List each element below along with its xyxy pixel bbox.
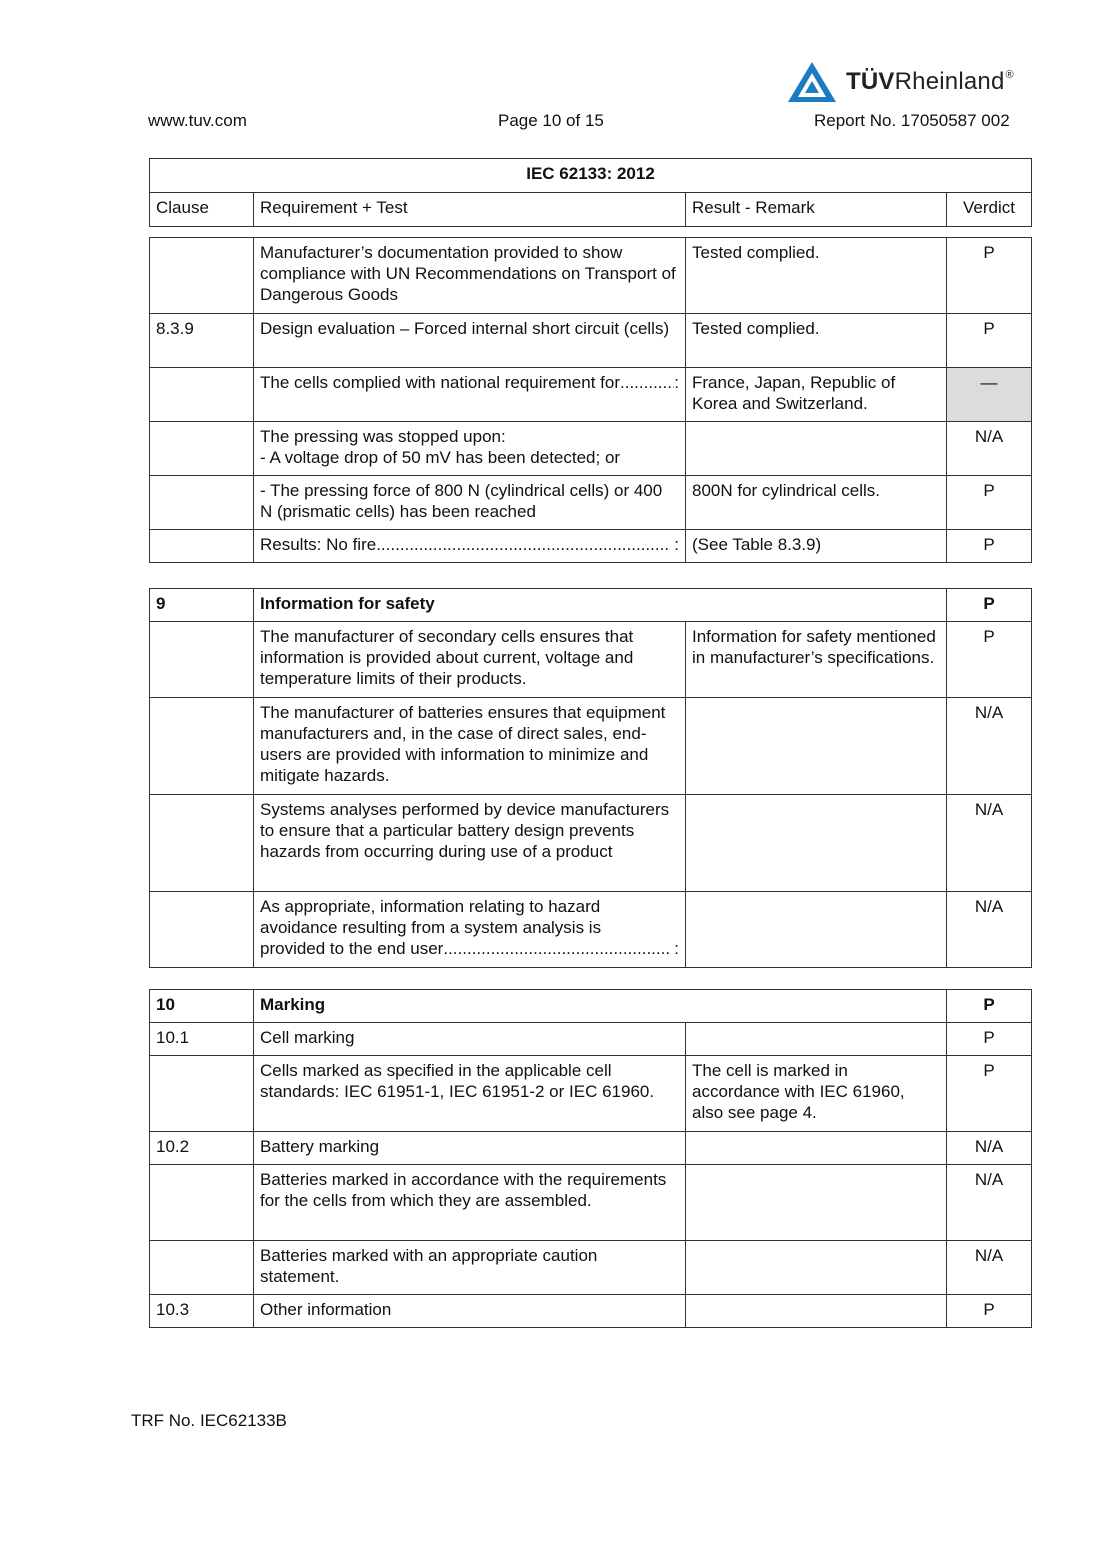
clause-cell — [150, 1056, 254, 1132]
requirement-cell — [254, 530, 686, 563]
verdict-cell: N/A — [947, 1165, 1032, 1241]
table-row — [150, 1023, 1032, 1056]
requirement-cell: Systems analyses performed by device manufacturers to ensure that a particular battery design prevents hazards from occurring during use of a product — [254, 795, 686, 892]
section-title: Marking — [254, 990, 947, 1023]
section-heading-row — [150, 589, 1032, 622]
clause-cell: 10.1 — [150, 1023, 254, 1056]
verdict-cell: P — [947, 622, 1032, 698]
requirement-text: provided to the end user — [260, 939, 444, 958]
clause-cell — [150, 476, 254, 530]
requirement-text: The cells complied with national requirement for — [260, 373, 621, 392]
clause-cell — [150, 1165, 254, 1241]
clause-cell — [150, 368, 254, 422]
clause-cell — [150, 622, 254, 698]
result-cell: (See Table 8.3.9) — [686, 530, 947, 563]
verdict-cell: — — [947, 368, 1032, 422]
requirement-cell: Other information — [254, 1295, 686, 1328]
section-heading-row — [150, 990, 1032, 1023]
section-clause: 10 — [150, 990, 254, 1023]
result-cell: Tested complied. — [686, 238, 947, 314]
requirement-text: Results: No fire — [260, 535, 377, 554]
requirement-line: The pressing was stopped upon: — [260, 427, 506, 446]
clause-cell: 10.2 — [150, 1132, 254, 1165]
requirement-line: - A voltage drop of 50 mV has been detected; or — [260, 448, 621, 467]
requirement-cell: The manufacturer of secondary cells ensures that information is provided about current, voltage and temperature limits of their products. — [254, 622, 686, 698]
dot-leader — [443, 938, 669, 959]
clause-cell — [150, 698, 254, 795]
verdict-cell: N/A — [947, 422, 1032, 476]
result-cell: Tested complied. — [686, 314, 947, 368]
result-cell — [686, 1165, 947, 1241]
clause-cell — [150, 238, 254, 314]
requirement-cell: Cells marked as specified in the applicable cell standards: IEC 61951-1, IEC 61951-2 or IEC 61960. — [254, 1056, 686, 1132]
table-row — [150, 1165, 1032, 1241]
result-cell — [686, 1023, 947, 1056]
verdict-cell: P — [947, 530, 1032, 563]
requirement-line: As appropriate, information relating to hazard avoidance resulting from a system analysis is — [260, 897, 602, 937]
verdict-cell: N/A — [947, 1241, 1032, 1295]
verdict-cell: N/A — [947, 892, 1032, 968]
requirement-cell: - The pressing force of 800 N (cylindrical cells) or 400 N (prismatic cells) has been reached — [254, 476, 686, 530]
clause-cell: 10.3 — [150, 1295, 254, 1328]
result-cell — [686, 892, 947, 968]
table-row — [150, 238, 1032, 314]
requirement-cell: Manufacturer’s documentation provided to show compliance with UN Recommendations on Transport of Dangerous Goods — [254, 238, 686, 314]
requirement-cell — [254, 422, 686, 476]
section-9-table — [149, 588, 1032, 968]
dot-leader-colon: : — [669, 939, 679, 958]
section-title: Information for safety — [254, 589, 947, 622]
verdict-cell: N/A — [947, 795, 1032, 892]
trf-number: TRF No. IEC62133B — [131, 1411, 287, 1430]
verdict-cell: P — [947, 314, 1032, 368]
requirement-cell: Batteries marked in accordance with the requirements for the cells from which they are assembled. — [254, 1165, 686, 1241]
verdict-cell: P — [947, 1295, 1032, 1328]
table-row — [150, 1056, 1032, 1132]
requirement-cell: The manufacturer of batteries ensures that equipment manufacturers and, in the case of direct sales, end-users are provided with information to minimize and mitigate hazards. — [254, 698, 686, 795]
tuv-triangle-icon — [786, 60, 838, 104]
table-row — [150, 698, 1032, 795]
result-cell: France, Japan, Republic of Korea and Switzerland. — [686, 368, 947, 422]
standard-header-table — [149, 158, 1032, 227]
verdict-cell: N/A — [947, 1132, 1032, 1165]
table-row — [150, 1132, 1032, 1165]
verdict-cell: P — [947, 1056, 1032, 1132]
requirement-cell: Batteries marked with an appropriate caution statement. — [254, 1241, 686, 1295]
verdict-cell: N/A — [947, 698, 1032, 795]
dot-leader — [620, 372, 674, 393]
result-cell — [686, 1132, 947, 1165]
requirement-cell: Battery marking — [254, 1132, 686, 1165]
section-verdict: P — [947, 990, 1032, 1023]
table-row — [150, 1241, 1032, 1295]
clause-cell — [150, 892, 254, 968]
table-row — [150, 1295, 1032, 1328]
requirement-cell — [254, 892, 686, 968]
col-header-result: Result - Remark — [686, 193, 947, 227]
dot-leader-colon: : — [674, 373, 679, 392]
col-header-clause: Clause — [150, 193, 254, 227]
result-cell: Information for safety mentioned in manufacturer’s specifications. — [686, 622, 947, 698]
table-row — [150, 892, 1032, 968]
clause-cell — [150, 795, 254, 892]
col-header-requirement: Requirement + Test — [254, 193, 686, 227]
result-cell: The cell is marked in accordance with IEC 61960, also see page 4. — [686, 1056, 947, 1132]
website-link[interactable]: www.tuv.com — [148, 111, 247, 130]
table-row — [150, 476, 1032, 530]
requirement-cell: Cell marking — [254, 1023, 686, 1056]
logo-wordmark: TÜVRheinland® — [846, 68, 1014, 95]
section-10-table — [149, 989, 1032, 1328]
standard-title: IEC 62133: 2012 — [150, 159, 1032, 193]
result-cell: 800N for cylindrical cells. — [686, 476, 947, 530]
verdict-cell: P — [947, 476, 1032, 530]
result-cell — [686, 1295, 947, 1328]
requirement-cell — [254, 368, 686, 422]
dot-leader — [376, 534, 669, 555]
table-row — [150, 622, 1032, 698]
col-header-verdict: Verdict — [947, 193, 1032, 227]
section-8-table — [149, 237, 1032, 563]
section-verdict: P — [947, 589, 1032, 622]
section-clause: 9 — [150, 589, 254, 622]
result-cell — [686, 698, 947, 795]
verdict-cell: P — [947, 1023, 1032, 1056]
table-row — [150, 530, 1032, 563]
dot-leader-colon: : — [669, 535, 679, 554]
report-number: Report No. 17050587 002 — [814, 111, 1010, 130]
table-row — [150, 314, 1032, 368]
page-number: Page 10 of 15 — [498, 111, 604, 130]
result-cell — [686, 422, 947, 476]
requirement-cell: Design evaluation – Forced internal short circuit (cells) — [254, 314, 686, 368]
clause-cell — [150, 422, 254, 476]
result-cell — [686, 795, 947, 892]
table-row — [150, 795, 1032, 892]
clause-cell: 8.3.9 — [150, 314, 254, 368]
clause-cell — [150, 530, 254, 563]
clause-cell — [150, 1241, 254, 1295]
tuv-rheinland-logo — [786, 60, 1014, 104]
table-row — [150, 422, 1032, 476]
result-cell — [686, 1241, 947, 1295]
verdict-cell: P — [947, 238, 1032, 314]
table-row — [150, 368, 1032, 422]
